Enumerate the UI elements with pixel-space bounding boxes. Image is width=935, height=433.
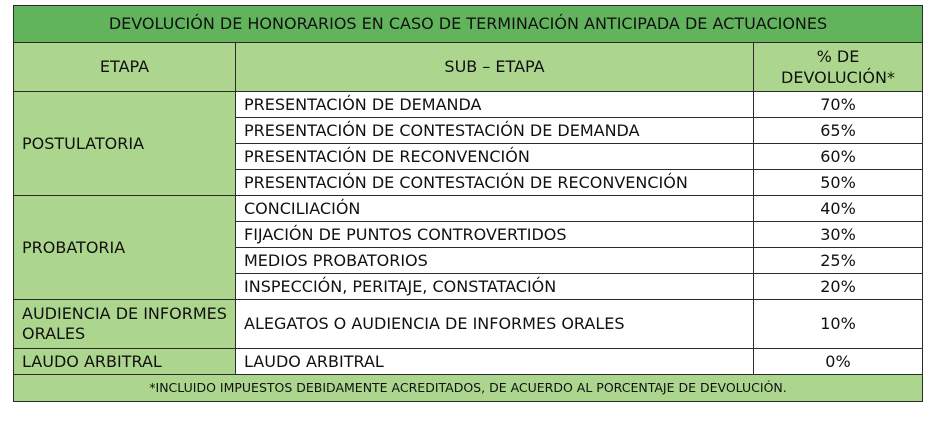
sub-stage-cell: LAUDO ARBITRAL [236,349,754,375]
stage-postulatoria: POSTULATORIA [14,92,236,196]
percent-cell: 50% [754,170,923,196]
sub-stage-cell: PRESENTACIÓN DE DEMANDA [236,92,754,118]
footnote-row [14,375,923,402]
header-row [14,43,923,92]
stage-laudo: LAUDO ARBITRAL [14,349,236,375]
stage-audiencia: AUDIENCIA DE INFORMES ORALES [14,300,236,349]
title-row [14,6,923,43]
sub-stage-cell: PRESENTACIÓN DE RECONVENCIÓN [236,144,754,170]
percent-cell: 70% [754,92,923,118]
sub-stage-cell: ALEGATOS O AUDIENCIA DE INFORMES ORALES [236,300,754,349]
header-stage: ETAPA [14,43,236,92]
stage-probatoria: PROBATORIA [14,196,236,300]
table-row [14,92,923,118]
percent-cell: 60% [754,144,923,170]
table-row [14,349,923,375]
sub-stage-cell: PRESENTACIÓN DE CONTESTACIÓN DE RECONVENCIÓN [236,170,754,196]
refund-table [13,5,923,402]
percent-cell: 25% [754,248,923,274]
header-sub-stage: SUB – ETAPA [236,43,754,92]
percent-cell: 65% [754,118,923,144]
percent-cell: 0% [754,349,923,375]
table-row [14,196,923,222]
sub-stage-cell: PRESENTACIÓN DE CONTESTACIÓN DE DEMANDA [236,118,754,144]
table-body [14,92,923,402]
table-row [14,300,923,349]
footnote: *INCLUIDO IMPUESTOS DEBIDAMENTE ACREDITADOS, DE ACUERDO AL PORCENTAJE DE DEVOLUCIÓN. [14,375,923,402]
header-percent: % DE DEVOLUCIÓN* [754,43,923,92]
percent-cell: 30% [754,222,923,248]
percent-cell: 10% [754,300,923,349]
sub-stage-cell: FIJACIÓN DE PUNTOS CONTROVERTIDOS [236,222,754,248]
sub-stage-cell: INSPECCIÓN, PERITAJE, CONSTATACIÓN [236,274,754,300]
percent-cell: 20% [754,274,923,300]
sub-stage-cell: MEDIOS PROBATORIOS [236,248,754,274]
table-title: DEVOLUCIÓN DE HONORARIOS EN CASO DE TERMINACIÓN ANTICIPADA DE ACTUACIONES [14,6,923,43]
percent-cell: 40% [754,196,923,222]
sub-stage-cell: CONCILIACIÓN [236,196,754,222]
